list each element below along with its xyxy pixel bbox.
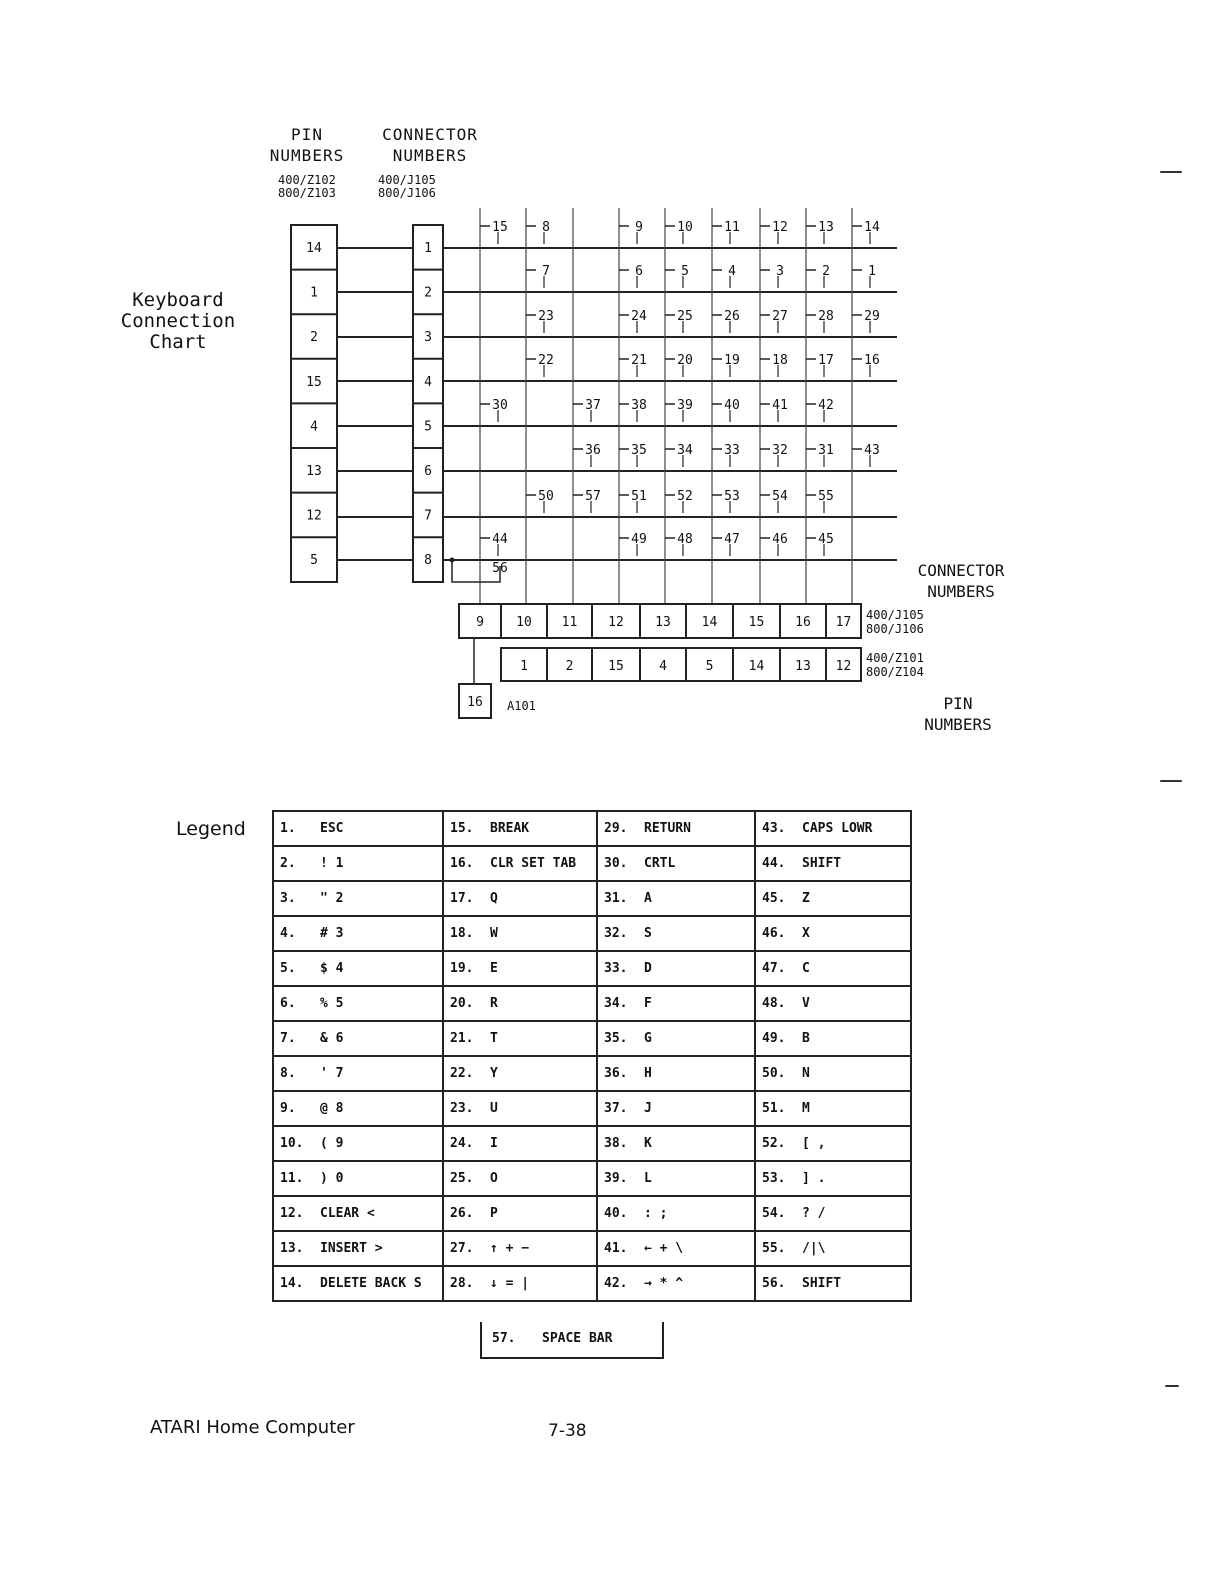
legend-key-number: 32.: [604, 926, 628, 941]
legend-key-number: 7.: [280, 1031, 296, 1046]
legend-cell: [755, 951, 911, 986]
legend-key-label: K: [644, 1136, 652, 1151]
legend-cell: [273, 811, 443, 846]
legend-key-label: $ 4: [320, 961, 344, 976]
legend-key-number: 1.: [280, 821, 296, 836]
legend-key-label: P: [490, 1206, 498, 1221]
pin-number: 1: [310, 285, 318, 301]
legend-key-label: V: [802, 996, 810, 1011]
legend-cell: [273, 1231, 443, 1266]
legend-row: [273, 1021, 911, 1056]
legend-key-number: 28.: [450, 1276, 474, 1291]
legend-cell: [755, 1021, 911, 1056]
key-number: 34: [677, 443, 693, 458]
legend-cell: [755, 1266, 911, 1301]
key-number: 15: [492, 220, 508, 235]
legend-key-number: 52.: [762, 1136, 786, 1151]
legend-cell: [597, 881, 755, 916]
legend-key-number: 26.: [450, 1206, 474, 1221]
legend-key-label: O: [490, 1171, 498, 1186]
legend-cell: [443, 1161, 597, 1196]
legend-key-number: 44.: [762, 856, 786, 871]
legend-label: Legend: [176, 818, 246, 840]
legend-key-label: CLEAR <: [320, 1206, 375, 1221]
bottom-pin-number: 4: [659, 659, 667, 674]
legend-key-number: 24.: [450, 1136, 474, 1151]
legend-key-number: 57.: [492, 1331, 516, 1346]
legend-key-number: 5.: [280, 961, 296, 976]
legend-cell: [443, 811, 597, 846]
legend-key-label: SHIFT: [802, 856, 842, 871]
legend-cell: [273, 1126, 443, 1161]
legend-key-label: /|\: [802, 1241, 826, 1256]
legend-key-label: [ ,: [802, 1136, 826, 1151]
key-number: 54: [772, 489, 788, 504]
legend-key-number: 23.: [450, 1101, 474, 1116]
legend-cell: [597, 1091, 755, 1126]
legend-key-number: 22.: [450, 1066, 474, 1081]
legend-key-label: G: [644, 1031, 652, 1046]
key-number: 13: [818, 220, 834, 235]
key-number: 3: [776, 264, 784, 279]
legend-key-label: ' 7: [320, 1066, 344, 1081]
legend-row: [273, 811, 911, 846]
legend-cell: [755, 811, 911, 846]
legend-key-number: 19.: [450, 961, 474, 976]
key-number: 52: [677, 489, 693, 504]
key-number: 6: [635, 264, 643, 279]
legend-key-number: 37.: [604, 1101, 628, 1116]
legend-key-label: @ 8: [320, 1101, 344, 1116]
legend-cell: [443, 916, 597, 951]
legend-key-number: 40.: [604, 1206, 628, 1221]
legend-key-number: 41.: [604, 1241, 628, 1256]
legend-key-label: E: [490, 961, 498, 976]
legend-key-label: & 6: [320, 1031, 344, 1046]
legend-cell: [755, 1056, 911, 1091]
legend-key-label: Y: [490, 1066, 498, 1081]
legend-cell: [597, 1126, 755, 1161]
legend-key-label: : ;: [644, 1206, 668, 1221]
key-number: 51: [631, 489, 647, 504]
bottom-connector-number: 15: [748, 615, 765, 630]
legend-key-label: T: [490, 1031, 498, 1046]
legend-cell: [597, 986, 755, 1021]
key-number: 37: [585, 398, 601, 413]
bottom-connector-number: 9: [476, 615, 484, 630]
legend-key-number: 10.: [280, 1136, 304, 1151]
bottom-connector-number: 14: [701, 615, 718, 630]
key-number: 20: [677, 353, 693, 368]
legend-cell: [273, 1266, 443, 1301]
legend-key-label: SHIFT: [802, 1276, 842, 1291]
legend-cell: [597, 916, 755, 951]
page-number: 7-38: [548, 1421, 587, 1441]
key-number: 26: [724, 309, 740, 324]
legend-key-label: ESC: [320, 821, 344, 836]
legend-key-number: 8.: [280, 1066, 296, 1081]
legend-key-label: ? /: [802, 1206, 826, 1221]
legend-key-number: 29.: [604, 821, 628, 836]
legend-key-number: 47.: [762, 961, 786, 976]
connector-number: 1: [424, 241, 432, 256]
pin-number: 4: [310, 419, 318, 435]
legend-key-number: 54.: [762, 1206, 786, 1221]
legend-cell: [273, 846, 443, 881]
key-number: 4: [728, 264, 736, 279]
key-number: 31: [818, 443, 834, 458]
legend-key-number: 25.: [450, 1171, 474, 1186]
legend-cell: [755, 846, 911, 881]
pin-numbers-label: PIN NUMBERS: [924, 694, 992, 734]
legend-key-label: RETURN: [644, 821, 691, 836]
legend-key-number: 14.: [280, 1276, 304, 1291]
key-number: 10: [677, 220, 693, 235]
legend-cell: [597, 1056, 755, 1091]
legend-key-number: 16.: [450, 856, 474, 871]
legend-row: [273, 1091, 911, 1126]
legend-key-number: 55.: [762, 1241, 786, 1256]
connector-numbers-header: CONNECTOR NUMBERS: [382, 125, 478, 165]
legend-key-number: 18.: [450, 926, 474, 941]
key-number: 28: [818, 309, 834, 324]
key-number: 8: [542, 220, 550, 235]
legend-cell: [443, 846, 597, 881]
keyboard-connection-chart-title: Keyboard Connection Chart: [120, 289, 236, 353]
legend-key-label: → * ^: [644, 1276, 684, 1291]
connector-sub-label: 400/J105 800/J106: [866, 608, 924, 636]
pin-number: 12: [306, 508, 322, 524]
legend-key-number: 45.: [762, 891, 786, 906]
legend-row: [273, 846, 911, 881]
legend-key-number: 15.: [450, 821, 474, 836]
legend-key-label: INSERT >: [320, 1241, 383, 1256]
legend-key-number: 27.: [450, 1241, 474, 1256]
legend-key-number: 3.: [280, 891, 296, 906]
legend-key-label: ↑ + −: [490, 1241, 530, 1256]
legend-key-label: M: [802, 1101, 810, 1116]
key-number: 29: [864, 309, 880, 324]
legend-cell: [443, 986, 597, 1021]
key-number: 27: [772, 309, 788, 324]
key-number: 42: [818, 398, 834, 413]
legend-cell: [273, 1091, 443, 1126]
key-number: 56: [492, 561, 508, 576]
legend-key-number: 31.: [604, 891, 628, 906]
pin-number: 5: [310, 553, 318, 569]
legend-cell: [443, 1091, 597, 1126]
legend-key-label: A: [644, 891, 652, 906]
legend-key-number: 50.: [762, 1066, 786, 1081]
pin-sub-header: 400/Z102 800/Z103: [278, 173, 336, 200]
key-number: 46: [772, 532, 788, 547]
legend-row: [273, 1231, 911, 1266]
key-number: 18: [772, 353, 788, 368]
legend-row: [273, 1266, 911, 1301]
legend-key-label: S: [644, 926, 652, 941]
legend-key-number: 12.: [280, 1206, 304, 1221]
key-number: 17: [818, 353, 834, 368]
legend-key-label: L: [644, 1171, 652, 1186]
legend-key-label: I: [490, 1136, 498, 1151]
legend-key-label: C: [802, 961, 810, 976]
legend-key-label: H: [644, 1066, 652, 1081]
legend-key-number: 21.: [450, 1031, 474, 1046]
key-number: 16: [864, 353, 880, 368]
legend-key-label: U: [490, 1101, 498, 1116]
margin-mark: [1160, 780, 1182, 782]
legend-key-label: B: [802, 1031, 810, 1046]
legend-cell: [273, 1161, 443, 1196]
pin-numbers-header: PIN NUMBERS: [269, 125, 345, 165]
legend-key-number: 51.: [762, 1101, 786, 1116]
pin-number: 2: [310, 330, 318, 346]
legend-row: [273, 881, 911, 916]
bottom-pin-number: 13: [795, 659, 811, 674]
key-number: 9: [635, 220, 643, 235]
keyboard-connection-diagram: [0, 0, 1224, 760]
bottom-pin-number: 14: [748, 659, 765, 674]
legend-key-label: R: [490, 996, 498, 1011]
legend-key-label: CLR SET TAB: [490, 856, 577, 871]
legend-cell: [273, 986, 443, 1021]
legend-cell: [443, 1266, 597, 1301]
junction-dot: [450, 558, 455, 563]
key-number: 21: [631, 353, 647, 368]
legend-key-label: CRTL: [644, 856, 676, 871]
legend-key-number: 6.: [280, 996, 296, 1011]
legend-key-label: # 3: [320, 926, 344, 941]
key-number: 19: [724, 353, 740, 368]
legend-key-label: SPACE BAR: [542, 1331, 613, 1346]
legend-row: [273, 1196, 911, 1231]
legend-key-label: ! 1: [320, 856, 344, 871]
key-number: 24: [631, 309, 647, 324]
legend-cell: [273, 916, 443, 951]
legend-key-number: 20.: [450, 996, 474, 1011]
legend-key-label: W: [490, 926, 498, 941]
connector-number: 6: [424, 464, 432, 479]
legend-key-label: D: [644, 961, 652, 976]
key-number: 44: [492, 532, 508, 547]
legend-cell: [443, 1021, 597, 1056]
legend-cell: [755, 916, 911, 951]
legend-key-number: 46.: [762, 926, 786, 941]
legend-key-number: 9.: [280, 1101, 296, 1116]
margin-mark: [1165, 1385, 1179, 1387]
key-number: 36: [585, 443, 601, 458]
legend-key-label: ) 0: [320, 1171, 344, 1186]
legend-key-label: CAPS LOWR: [802, 821, 873, 836]
key-number: 35: [631, 443, 647, 458]
legend-key-number: 13.: [280, 1241, 304, 1256]
key-number: 1: [868, 264, 876, 279]
legend-row: [273, 1056, 911, 1091]
legend-cell: [755, 1231, 911, 1266]
bottom-pin-number: 12: [835, 659, 852, 674]
legend-cell: [755, 1161, 911, 1196]
legend-key-label: BREAK: [490, 821, 530, 836]
bottom-pin-number: 15: [608, 659, 624, 674]
legend-cell: [443, 1056, 597, 1091]
legend-row: [273, 1126, 911, 1161]
bottom-pin-number: 2: [565, 659, 574, 674]
key-number: 39: [677, 398, 693, 413]
bottom-connector-number: 11: [561, 615, 578, 630]
key-number: 11: [724, 220, 740, 235]
legend-cell: [755, 881, 911, 916]
legend-cell: [597, 1196, 755, 1231]
legend-key-number: 4.: [280, 926, 296, 941]
legend-row: [273, 951, 911, 986]
connector-sub-header: 400/J105 800/J106: [378, 173, 436, 200]
legend-cell: [597, 811, 755, 846]
key-number: 33: [724, 443, 740, 458]
legend-key-label: ← + \: [644, 1241, 684, 1256]
legend-cell: [443, 1196, 597, 1231]
bottom-connector-number: 17: [835, 615, 852, 630]
connector-number: 3: [424, 330, 432, 346]
a101-number: 16: [467, 695, 483, 710]
legend-cell: [597, 951, 755, 986]
connector-number: 8: [424, 553, 432, 569]
legend-key-label: X: [802, 926, 810, 941]
legend-key-number: 34.: [604, 996, 628, 1011]
legend-key-number: 49.: [762, 1031, 786, 1046]
bottom-connector-number: 12: [608, 615, 624, 630]
legend-cell: [273, 881, 443, 916]
connector-number: 5: [424, 419, 432, 435]
legend-key-number: 39.: [604, 1171, 628, 1186]
legend-cell: [443, 1126, 597, 1161]
legend-key-number: 33.: [604, 961, 628, 976]
legend-key-number: 38.: [604, 1136, 628, 1151]
legend-key-number: 35.: [604, 1031, 628, 1046]
key-number: 45: [818, 532, 834, 547]
legend-key-number: 30.: [604, 856, 628, 871]
key-number: 22: [538, 353, 554, 368]
legend-row: [273, 916, 911, 951]
bottom-connector-number: 13: [655, 615, 671, 630]
legend-cell: [443, 1231, 597, 1266]
legend-cell: [597, 1161, 755, 1196]
key-number: 25: [677, 309, 693, 324]
bottom-pin-number: 5: [705, 659, 714, 674]
legend-cell: [755, 986, 911, 1021]
key-number: 30: [492, 398, 508, 413]
key-number: 53: [724, 489, 740, 504]
pin-number: 14: [306, 241, 322, 256]
bottom-pin-number: 1: [520, 659, 528, 674]
legend-key-label: " 2: [320, 891, 344, 906]
key-number: 40: [724, 398, 740, 413]
legend-cell: [755, 1091, 911, 1126]
legend-cell: [597, 1266, 755, 1301]
connector-number: 2: [424, 285, 432, 301]
key-number: 14: [864, 220, 880, 235]
legend-key-label: Q: [490, 891, 498, 906]
pin-number: 13: [306, 464, 322, 479]
connector-number: 7: [424, 508, 432, 524]
legend-key-number: 2.: [280, 856, 296, 871]
legend-cell: [597, 846, 755, 881]
legend-key-number: 42.: [604, 1276, 628, 1291]
legend-key-label: ↓ = |: [490, 1276, 530, 1291]
key-number: 48: [677, 532, 693, 547]
pin-sub-label: 400/Z101 800/Z104: [866, 651, 924, 679]
legend-space-bar-cell: [480, 1322, 664, 1359]
pin-number: 15: [306, 374, 322, 390]
legend-cell: [597, 1231, 755, 1266]
key-number: 7: [542, 264, 550, 279]
legend-table: [272, 810, 912, 1302]
legend-row: [273, 1161, 911, 1196]
legend-cell: [273, 1056, 443, 1091]
connector-number: 4: [424, 374, 432, 390]
legend-key-label: F: [644, 996, 652, 1011]
legend-key-label: % 5: [320, 996, 344, 1011]
legend-key-number: 56.: [762, 1276, 786, 1291]
legend-key-number: 17.: [450, 891, 474, 906]
key-number: 41: [772, 398, 788, 413]
key-number: 57: [585, 489, 601, 504]
a101-label: A101: [507, 699, 536, 713]
legend-cell: [443, 881, 597, 916]
legend-key-number: 36.: [604, 1066, 628, 1081]
legend-cell: [597, 1021, 755, 1056]
key-number: 23: [538, 309, 554, 324]
key-number: 32: [772, 443, 788, 458]
connector-numbers-label: CONNECTOR NUMBERS: [917, 561, 1005, 601]
bottom-connector-number: 10: [516, 615, 532, 630]
bottom-connector-number: 16: [795, 615, 811, 630]
legend-key-label: ( 9: [320, 1136, 344, 1151]
key-number: 43: [864, 443, 880, 458]
legend-key-label: DELETE BACK S: [320, 1276, 422, 1291]
key-number: 12: [772, 220, 788, 235]
legend-key-number: 48.: [762, 996, 786, 1011]
legend-cell: [755, 1126, 911, 1161]
legend-key-label: ] .: [802, 1171, 826, 1186]
legend-key-label: Z: [802, 891, 810, 906]
legend-key-number: 11.: [280, 1171, 304, 1186]
legend-key-label: J: [644, 1101, 652, 1116]
key-number: 47: [724, 532, 740, 547]
key-number: 50: [538, 489, 554, 504]
legend-cell: [273, 951, 443, 986]
key-number: 55: [818, 489, 834, 504]
key-number: 49: [631, 532, 647, 547]
footer-title: ATARI Home Computer: [150, 1417, 355, 1438]
margin-mark: [1160, 171, 1182, 173]
legend-cell: [273, 1196, 443, 1231]
key-number: 2: [822, 264, 830, 279]
legend-row: [273, 986, 911, 1021]
key-number: 5: [681, 264, 689, 279]
legend-cell: [273, 1021, 443, 1056]
legend-key-number: 43.: [762, 821, 786, 836]
key-number: 38: [631, 398, 647, 413]
legend-cell: [755, 1196, 911, 1231]
legend-cell: [443, 951, 597, 986]
legend-key-label: N: [802, 1066, 810, 1081]
legend-key-number: 53.: [762, 1171, 786, 1186]
